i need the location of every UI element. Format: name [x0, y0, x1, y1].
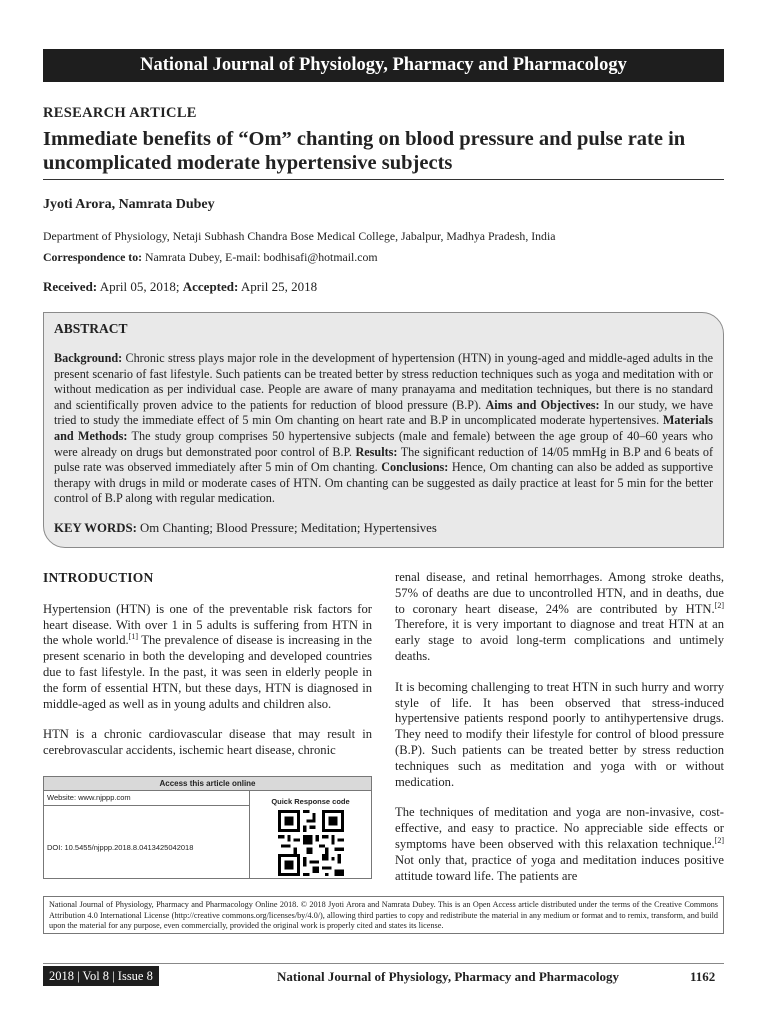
intro-p3a: renal disease, and retinal hemorrhages. Among stroke deaths, 57% of deaths are due to uncontrolled HTN, and in deaths, due to coronary heart disease, 24% are contributed by HTN. — [395, 570, 724, 616]
citation-3: [2] — [714, 835, 724, 845]
accepted-date: April 25, 2018 — [240, 279, 318, 294]
correspondence-label: Correspondence to: — [43, 250, 143, 264]
abstract-body — [54, 351, 713, 507]
results-text: The significant reduction of 14/05 mmHg in B.P and 6 beats of pulse rate was observed immediately after 5 min of Om chanting. — [54, 444, 714, 475]
received-date: April 05, 2018; — [99, 279, 180, 294]
intro-p5b: Not only that, practice of yoga and meditation induces positive attitude toward life. The patients are — [395, 852, 724, 883]
keywords — [54, 521, 713, 536]
footer-journal: National Journal of Physiology, Pharmacy and Pharmacology — [277, 969, 619, 984]
aims-text: In our study, we have tried to study the immediate effect of 5 min Om chanting on heart rate and B.P in uncomplicated moderate hypertensives. — [54, 397, 714, 428]
accepted-label: Accepted: — [182, 279, 239, 294]
intro-p1a: Hypertension (HTN) is one of the preventable risk factors for heart disease. With over 1 in 5 adults is suffering from HTN in the whole world. — [43, 601, 372, 648]
intro-p3b: Therefore, it is very important to diagnose and treat HTN at an early stage to avoid long-term complications and untimely deaths. — [395, 617, 724, 663]
license-statement: National Journal of Physiology, Pharmacy and Pharmacology Online 2018. © 2018 Jyoti Arora and Namrata Dubey. This is an Open Access article distributed under the terms of the Creative Commons Attribution 4.0 International License (http://creative commons.org/licenses/by/4.0/), allowing third parties to copy and redistribute the material in any medium or format and to remix, transform, and build upon the material for any purpose, even commercially, provided the original work is properly cited and states its license. — [43, 896, 724, 934]
methods-label: Materials and Methods: — [54, 413, 713, 443]
qr-code-icon[interactable] — [276, 810, 346, 876]
methods-text: The study group comprises 50 hypertensive subjects (male and female) between the age group of 40–60 years who were already on drugs but demonstrated poor control of B.P. — [54, 428, 713, 459]
article-title: Immediate benefits of “Om” chanting on blood pressure and pulse rate in uncomplicated moderate hypertensive subjects — [43, 128, 686, 174]
qr-panel — [250, 791, 371, 878]
background-label: Background: — [54, 351, 123, 365]
footer-issue: 2018 | Vol 8 | Issue 8 — [43, 966, 159, 986]
introduction-heading: INTRODUCTION — [43, 570, 154, 585]
background-text: Chronic stress plays major role in the development of hypertension (HTN) in young-aged and middle-aged adults in the present scenario of fast lifestyle. Such patients can be treated better by stress reduction techniques such as yoga and meditation with or without medication as per individual case. People are aware of many pranayama and meditation techniques, but there is no standard and scientifically proven advice to the patients for reduction of blood pressure (B.P). — [54, 351, 713, 412]
citation-1: [1] — [128, 632, 138, 642]
correspondence-value: Namrata Dubey, E-mail: bodhisafi@hotmail.com — [145, 250, 378, 264]
qr-label: Quick Response code — [271, 797, 350, 806]
footer-divider — [43, 963, 724, 964]
citation-2: [2] — [714, 600, 724, 610]
abstract-heading: ABSTRACT — [54, 321, 128, 336]
correspondence — [43, 250, 378, 265]
intro-paragraph-4: It is becoming challenging to treat HTN in such hurry and worry style of life. It has been observed that stress-induced hypertensive patients respond poorly to antihypertensive drugs. They need to modify their lifestyle for control of blood pressure (B.P). Such patients can be treated better by stress reduction techniques such as meditation and yoga with or without medication. — [395, 679, 724, 789]
journal-masthead: National Journal of Physiology, Pharmacy and Pharmacology — [43, 49, 724, 82]
results-label: Results: — [355, 444, 398, 459]
conclusions-label: Conclusions: — [381, 460, 449, 475]
right-column — [395, 570, 724, 899]
conclusions-text: Hence, Om chanting can also be added as supportive therapy with drugs in mild or moderate cases of HTN. Om chanting can be suggested as daily practice at least for 5 min for the better control of B.P along with regular medication. — [54, 460, 714, 506]
title-divider — [43, 179, 724, 180]
intro-paragraph-5 — [395, 805, 724, 884]
access-online-box — [43, 776, 372, 879]
intro-paragraph-2: HTN is a chronic cardiovascular disease that may result in cerebrovascular accidents, ischemic heart disease, chronic — [43, 727, 372, 758]
access-info — [44, 791, 250, 878]
intro-paragraph-3 — [395, 570, 724, 665]
keywords-text: Om Chanting; Blood Pressure; Meditation; Hypertensives — [140, 520, 437, 535]
page-number: 1162 — [690, 969, 716, 984]
aims-label: Aims and Objectives: — [485, 397, 600, 412]
authors: Jyoti Arora, Namrata Dubey — [43, 197, 215, 212]
intro-paragraph-1 — [43, 602, 372, 713]
website-link[interactable]: Website: www.njppp.com — [44, 791, 249, 806]
abstract-box — [43, 312, 724, 548]
article-dates — [43, 279, 317, 295]
received-label: Received: — [43, 279, 98, 294]
affiliation: Department of Physiology, Netaji Subhash Chandra Bose Medical College, Jabalpur, Madhya Pradesh, India — [43, 229, 556, 243]
doi-text[interactable]: DOI: 10.5455/njppp.2018.8.0413425042018 — [47, 843, 194, 852]
intro-p1b: The prevalence of disease is increasing in the present scenario in both the developing and developed countries due to fast lifestyle. In the past, it was seen in elderly people in the form of essential HTN, but these days, HTN is diagnosed in middle-aged as well as in young adults and children also. — [43, 633, 372, 711]
article-type: RESEARCH ARTICLE — [43, 105, 197, 121]
access-heading: Access this article online — [44, 777, 371, 791]
left-column — [43, 570, 372, 774]
keywords-label: KEY WORDS: — [54, 520, 137, 535]
intro-p5a: The techniques of meditation and yoga are non-invasive, cost-effective, and easy to practice. No appreciable side effects or symptoms have been observed with this relaxation technique. — [395, 805, 724, 851]
